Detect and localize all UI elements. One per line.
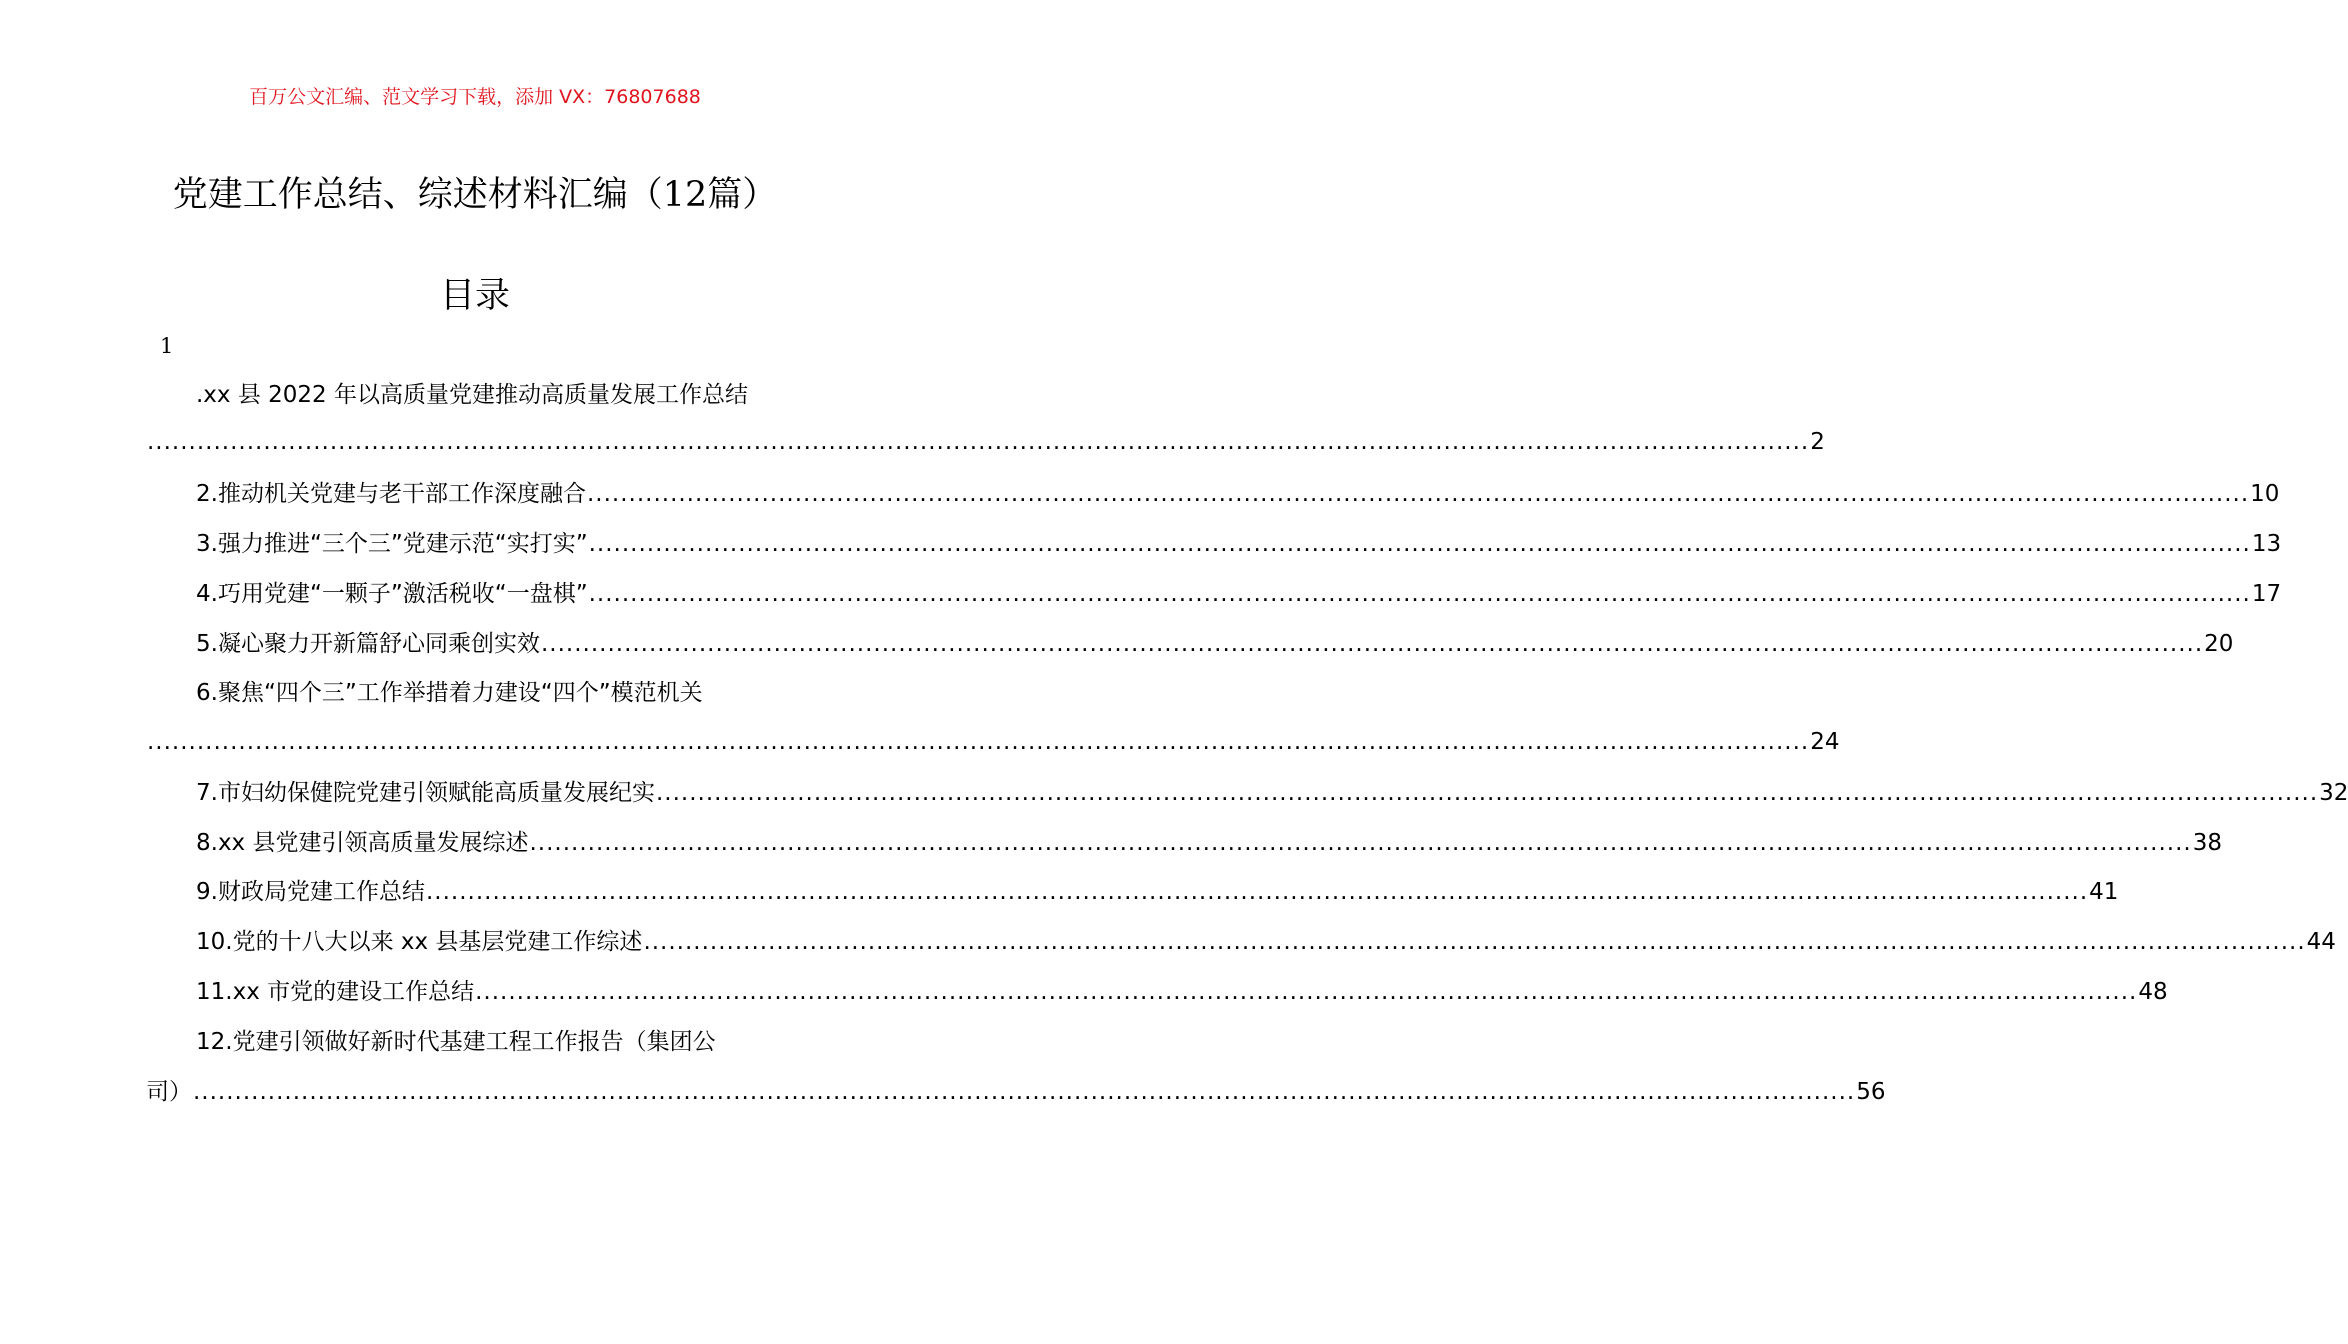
toc-entry-label: 司） [146,1079,192,1105]
toc-entry-page: 20 [2204,631,2234,657]
toc-entry-12-line2[interactable] [146,1074,1886,1110]
toc-entry-page: 2 [1810,429,1825,455]
toc-entry-1-line1[interactable] [196,377,808,413]
toc-entry-12-line1[interactable] [196,1024,808,1060]
toc-entry-3[interactable] [196,526,2282,562]
stray-page-number: 1 [160,334,174,358]
toc-entry-label: 11.xx 市党的建设工作总结 [196,979,475,1005]
toc-entry-label: 6.聚焦“四个三”工作举措着力建设“四个”模范机关 [196,680,703,706]
dot-leader: ........................................................................................................................................................................................................ [588,531,2251,557]
title-suffix: 篇） [707,175,778,215]
toc-entry-10[interactable] [196,924,2336,960]
toc-heading: 目录 [439,276,510,316]
dot-leader: ........................................................................................................................................................................................................ [586,481,2250,507]
toc-entry-2[interactable] [196,476,2280,512]
toc-entry-page: 41 [2089,879,2119,905]
toc-entry-page: 17 [2251,581,2282,607]
dot-leader: ........................................................................................................................................................................................................ [425,879,2089,905]
toc-entry-label: .xx 县 2022 年以高质量党建推动高质量发展工作总结 [196,382,748,408]
dot-leader: ........................................................................................................................................................................................................ [529,830,2192,856]
toc-entry-page: 13 [2251,531,2282,557]
toc-entry-4[interactable] [196,576,2282,612]
dot-leader: ........................................................................................................................................................................................................ [193,1079,1856,1105]
dot-leader: ........................................................................................................................................................................................................ [475,979,2138,1005]
toc-entry-label: 10.党的十八大以来 xx 县基层党建工作综述 [196,929,643,955]
toc-entry-label: 9.财政局党建工作总结 [196,879,425,905]
toc-entry-page: 24 [1810,729,1840,755]
toc-entry-label: 3.强力推进“三个三”党建示范“实打实” [196,531,588,557]
title-count: 12 [662,175,708,215]
toc-entry-page: 10 [2250,481,2280,507]
toc-entry-1-line2[interactable] [146,424,1825,460]
toc-entry-label: 2.推动机关党建与老干部工作深度融合 [196,481,586,507]
toc-entry-label: 5.凝心聚力开新篇舒心同乘创实效 [196,631,540,657]
toc-entry-label: 7.市妇幼保健院党建引领赋能高质量发展纪实 [196,780,655,806]
toc-entry-6-line1[interactable] [196,675,808,711]
toc-entry-8[interactable] [196,825,2222,861]
dot-leader: ........................................................................................................................................................................................................ [540,631,2204,657]
toc-entry-6-line2[interactable] [146,724,1840,760]
toc-entry-label: 12.党建引领做好新时代基建工程工作报告（集团公 [196,1029,716,1055]
dot-leader: ........................................................................................................................................................................................................ [147,729,1810,755]
title-prefix: 党建工作总结、综述材料汇编（ [172,175,663,215]
toc-entry-7[interactable] [196,775,2348,811]
dot-leader: ........................................................................................................................................................................................................ [655,780,2319,806]
toc-entry-label: 8.xx 县党建引领高质量发展综述 [196,830,529,856]
toc-entry-page: 56 [1856,1079,1886,1105]
toc-entry-page: 38 [2192,830,2222,856]
toc-entry-9[interactable] [196,874,2119,910]
dot-leader: ........................................................................................................................................................................................................ [643,929,2306,955]
toc-entry-5[interactable] [196,626,2234,662]
toc-entry-label: 4.巧用党建“一颗子”激活税收“一盘棋” [196,581,588,607]
dot-leader: ........................................................................................................................................................................................................ [147,429,1810,455]
toc-entry-11[interactable] [196,974,2168,1010]
header-note: 百万公文汇编、范文学习下载，添加 VX：76807688 [249,86,701,108]
toc-entry-page: 48 [2138,979,2168,1005]
dot-leader: ........................................................................................................................................................................................................ [588,581,2251,607]
toc-entry-page: 32 [2319,780,2348,806]
toc-entry-page: 44 [2306,929,2336,955]
